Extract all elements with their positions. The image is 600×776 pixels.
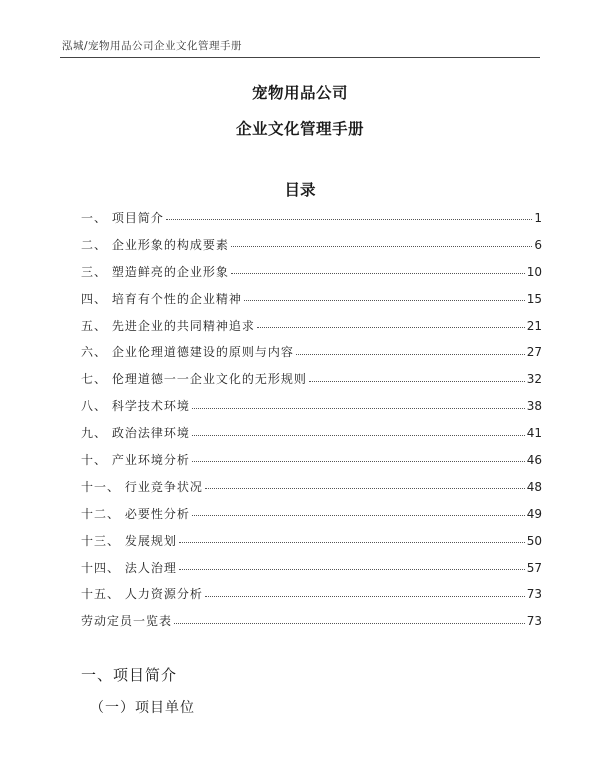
toc-entry-label: 十二、 必要性分析: [81, 506, 190, 521]
toc-dot-leader: [296, 353, 525, 355]
toc-dot-leader: [309, 380, 525, 382]
toc-entry[interactable]: [81, 236, 542, 263]
toc-entry-label: 九、 政治法律环境: [81, 426, 190, 441]
toc-entry-label: 七、 伦理道德一一企业文化的无形规则: [81, 372, 307, 387]
section-heading: 一、项目简介: [81, 666, 178, 684]
toc-entry-label: 十、 产业环境分析: [81, 453, 190, 468]
document-title: 企业文化管理手册: [235, 120, 364, 138]
toc-entry[interactable]: [81, 478, 542, 505]
toc-dot-leader: [192, 514, 525, 516]
toc-entry-page-number: 38: [526, 399, 542, 414]
toc-entry-page-number: 46: [526, 453, 542, 468]
toc-dot-leader: [192, 434, 525, 436]
toc-entry[interactable]: [81, 585, 542, 612]
toc-dot-leader: [205, 487, 525, 489]
toc-entry-page-number: 50: [526, 533, 542, 548]
toc-entry-page-number: 73: [526, 614, 542, 629]
toc-entry-page-number: 57: [526, 560, 542, 575]
toc-entry-page-number: 15: [526, 291, 542, 306]
toc-entry[interactable]: [81, 505, 542, 532]
toc-entry-label: 五、 先进企业的共同精神追求: [81, 318, 255, 333]
toc-entry-page-number: 73: [526, 587, 542, 602]
toc-dot-leader: [174, 622, 525, 624]
toc-entry-label: 四、 培育有个性的企业精神: [81, 291, 242, 306]
toc-dot-leader: [205, 595, 525, 597]
toc-entry-page-number: 48: [526, 479, 542, 494]
toc-entry-label: 十三、 发展规划: [81, 533, 177, 548]
toc-entry-label: 十四、 法人治理: [81, 560, 177, 575]
toc-entry-page-number: 27: [526, 345, 542, 360]
toc-dot-leader: [231, 272, 525, 274]
toc-entry-page-number: 21: [526, 318, 542, 333]
toc-dot-leader: [257, 326, 525, 328]
toc-entry[interactable]: [81, 343, 542, 370]
toc-entry[interactable]: [81, 317, 542, 344]
toc-entry[interactable]: [81, 424, 542, 451]
toc-entry[interactable]: [81, 532, 542, 559]
toc-dot-leader: [192, 460, 525, 462]
toc-entry-label: 三、 塑造鲜亮的企业形象: [81, 264, 229, 279]
toc-entry[interactable]: [81, 263, 542, 290]
toc-entry-page-number: 1: [534, 211, 542, 225]
toc-entry-page-number: 41: [526, 426, 542, 441]
toc-entry-page-number: 10: [526, 264, 542, 279]
header-divider: [60, 57, 540, 58]
toc-entry-label: 十五、 人力资源分析: [81, 587, 203, 602]
toc-entry-label: 八、 科学技术环境: [81, 399, 190, 414]
subsection-heading: （一）项目单位: [90, 700, 195, 716]
toc-heading: 目录: [284, 181, 316, 199]
toc-entry-label: 二、 企业形象的构成要素: [81, 237, 229, 252]
toc-dot-leader: [166, 218, 533, 220]
toc-entry[interactable]: [81, 209, 542, 236]
toc-entry[interactable]: [81, 397, 542, 424]
table-of-contents: [81, 209, 542, 639]
toc-entry[interactable]: [81, 612, 542, 639]
toc-dot-leader: [179, 568, 525, 570]
toc-entry-page-number: 32: [526, 372, 542, 387]
toc-entry[interactable]: [81, 559, 542, 586]
toc-entry-label: 六、 企业伦理道德建设的原则与内容: [81, 345, 294, 360]
toc-entry[interactable]: [81, 370, 542, 397]
toc-entry-page-number: 6: [534, 237, 542, 252]
running-header: 泓城/宠物用品公司企业文化管理手册: [62, 40, 243, 52]
toc-dot-leader: [179, 541, 525, 543]
company-title: 宠物用品公司: [251, 84, 348, 102]
toc-dot-leader: [231, 245, 533, 247]
toc-entry-page-number: 49: [526, 506, 542, 521]
toc-entry[interactable]: [81, 290, 542, 317]
toc-entry-label: 十一、 行业竞争状况: [81, 479, 203, 494]
toc-dot-leader: [244, 299, 525, 301]
toc-entry-label: 劳动定员一览表: [81, 614, 173, 629]
toc-entry-label: 一、 项目简介: [81, 211, 164, 225]
toc-dot-leader: [192, 407, 525, 409]
toc-entry[interactable]: [81, 451, 542, 478]
